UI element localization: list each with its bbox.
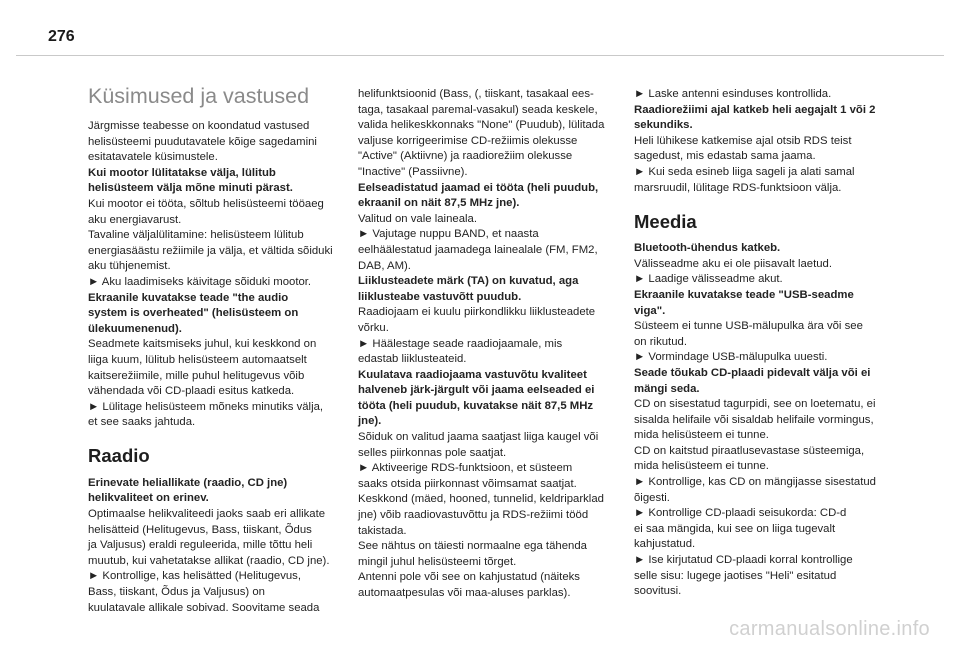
page-number: 276 [48, 28, 75, 45]
answer-reception-quality-continued: ► Laske antenni esinduses kontrollida. [634, 88, 832, 100]
answer-traffic-announcements: Raadiojaam ei kuulu piirkondlikku liiklusteadete võrku. ► Häälestage seade raadiojaamale, mis edastab liiklusteateid. [358, 306, 596, 366]
question-sound-quality: Erinevate heliallikate (raadio, CD jne) helikvaliteet on erinev. [88, 476, 288, 505]
section-heading-radio: Raadio [88, 444, 150, 466]
question-cd-ejected: Seade tõukab CD-plaadi pidevalt välja või ei mängi seda. [634, 366, 871, 395]
header-divider [16, 55, 944, 56]
question-overheated: Ekraanile kuvatakse teade "the audio system is overheated" (helisüsteem on ülekuumenenud). [88, 291, 299, 335]
question-bluetooth: Bluetooth-ühendus katkeb. [634, 242, 781, 255]
page-title: Küsimused ja vastused [88, 84, 310, 108]
section-heading-media: Meedia [634, 211, 697, 233]
answer-sound-quality-continued: helifunktsioonid (Bass, (, tiiskant, tasakaal ees- taga, tasakaal paremal-vasakul) seada keskele, valida helikeskkonnaks "None" (Puudub), lülitada valjuse korrigeerimise CD-režiimis olekusse "Active" (Aktiivne) ja raadiorežiim olekusse "Inactive" (Passiivne). [358, 88, 605, 178]
question-usb-error: Ekraanile kuvatakse teade "USB-seadme viga". [634, 288, 854, 317]
footer-watermark: carmanualsonline.info [729, 618, 930, 640]
answer-preset-stations: Valitud on vale laineala. ► Vajutage nuppu BAND, et naasta eelhäälestatud jaamadega lainealale (FM, FM2, DAB, AM). [358, 212, 598, 272]
question-engine-off: Kui mootor lülitatakse välja, lülitub helisüsteem välja mõne minuti pärast. [88, 166, 293, 195]
answer-cd-ejected: CD on sisestatud tagurpidi, see on loetematu, ei sisalda helifaile või sisaldab helifaile vormingus, mida helisüsteem ei tunne. CD on kaitstud piraatlusevastase süsteemiga, mida helisüsteem ei tunne. ► Kontrollige, kas CD on mängijasse sisestatud õigesti. ► Kontrollige CD-plaadi seisukorda: CD-d ei saa mängida, kui see on liiga tugevalt kahjustatud. ► Ise kirjutatud CD-plaadi korral kontrollige selle sisu: lugege jaotises "Heli" esitatud soovitusi. [634, 398, 876, 598]
answer-usb-error: Süsteem ei tunne USB-mälupulka ära või see on rikutud. ► Vormindage USB-mälupulka uuesti. [634, 320, 863, 364]
answer-sound-cuts-out: Heli lühikese katkemise ajal otsib RDS teist sagedust, mis edastab sama jaama. ► Kui seda esineb liiga sageli ja alati samal marsruudil, lülitage RDS-funktsioon välja. [634, 134, 855, 194]
column-1 [88, 82, 348, 616]
answer-reception-quality: Sõiduk on valitud jaama saatjast liiga kaugel või selles piirkonnas pole saatjat. ► Aktiveerige RDS-funktsioon, et süsteem saaks otsida piirkonnast võimsamat saatjat. Keskkond (mäed, hooned, tunnelid, keldriparklad jne) võib raadiovastuvõttu ja RDS-režiimi tööd takistada. See nähtus on täiesti normaalne ega tähenda mingil juhul helisüsteemi tõrget. Antenni pole või see on kahjustatud (näiteks automaatpesulas või maa-aluses parklas). [358, 431, 604, 599]
intro-text: Järgmisse teabesse on koondatud vastused helisüsteemi puudutavatele kõige sagedamini esitatavatele küsimustele. [88, 120, 317, 164]
answer-overheated: Seadmete kaitsmiseks juhul, kui keskkond on liiga kuum, lülitub helisüsteem automaatselt kaitserežiimile, mille puhul helitugevus võib vähendada või CD-plaadi esitus katkeda. ► Lülitage helisüsteem mõneks minutiks välja, et see saaks jahtuda. [88, 338, 324, 429]
answer-engine-off: Kui mootor ei tööta, sõltub helisüsteemi tööaeg aku energiavarust. Tavaline väljalülitamine: helisüsteem lülitub energiasäästu režiimile ja välja, et vältida sõiduki aku tühjenemist. ► Aku laadimiseks käivitage sõiduki mootor. [88, 197, 333, 288]
question-reception-quality: Kuulatava raadiojaama vastuvõtu kvaliteet halveneb järk-järgult või jaama eelseaded ei tööta (heli puudub, kuvatakse näit 87,5 MHz jne). [358, 368, 595, 428]
question-preset-stations: Eelseadistatud jaamad ei tööta (heli puudub, ekraanil on näit 87,5 MHz jne). [358, 181, 599, 210]
answer-bluetooth: Välisseadme aku ei ole piisavalt laetud. ► Laadige välisseadme akut. [634, 257, 833, 286]
answer-sound-quality: Optimaalse helikvaliteedi jaoks saab eri allikate helisätteid (Helitugevus, Bass, tiiskant, Õdus ja Valjusus) eraldi reguleerida, mille tõttu heli muutub, kui vahetatakse allikat (raadio, CD jne). ► Kontrollige, kas helisätted (Helitugevus, Bass, tiiskant, Õdus ja Valjusus) on kuulatavale allikale sobivad. Soovitame seada [88, 508, 330, 614]
question-sound-cuts-out: Raadiorežiimi ajal katkeb heli aegajalt 1 või 2 sekundiks. [634, 103, 876, 132]
column-2 [358, 87, 618, 602]
question-traffic-announcements: Liiklusteadete märk (TA) on kuvatud, aga liiklusteabe vastuvõtt puudub. [358, 275, 579, 303]
column-3 [634, 87, 894, 600]
